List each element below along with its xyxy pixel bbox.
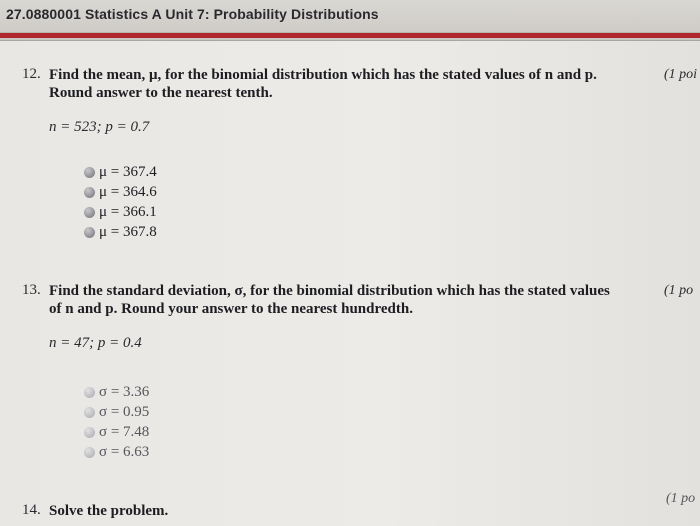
q13-option-b[interactable] <box>84 402 149 422</box>
option-label: σ = 0.95 <box>99 403 150 420</box>
question-13-options <box>84 382 149 462</box>
q13-option-c[interactable] <box>84 422 149 442</box>
q12-option-a[interactable] <box>84 162 157 182</box>
question-12-given: n = 523; p = 0.7 <box>49 119 150 135</box>
q12-option-d[interactable] <box>84 222 157 242</box>
question-14-text: Solve the problem. <box>49 503 169 519</box>
radio-button-icon[interactable] <box>84 387 95 398</box>
radio-button-icon[interactable] <box>84 187 95 198</box>
radio-button-icon[interactable] <box>84 207 95 218</box>
quiz-page <box>0 40 700 526</box>
radio-button-icon[interactable] <box>84 167 95 178</box>
option-label: μ = 364.6 <box>99 183 157 200</box>
option-label: σ = 7.48 <box>99 423 150 440</box>
q13-option-d[interactable] <box>84 442 149 462</box>
question-13-text-line1: Find the standard deviation, σ, for the binomial distribution which has the stated values <box>49 283 610 299</box>
q12-option-c[interactable] <box>84 202 157 222</box>
q13-option-a[interactable] <box>84 382 149 402</box>
question-13-number: 13. <box>22 282 41 298</box>
question-12-text-line2: Round answer to the nearest tenth. <box>49 85 273 101</box>
question-12-options <box>84 162 157 242</box>
question-14-number: 14. <box>22 502 41 518</box>
option-label: σ = 3.36 <box>99 383 150 400</box>
question-13-points: (1 po <box>664 283 694 298</box>
radio-button-icon[interactable] <box>84 447 95 458</box>
option-label: σ = 6.63 <box>99 443 150 460</box>
option-label: μ = 366.1 <box>99 203 157 220</box>
option-label: μ = 367.8 <box>99 223 157 240</box>
question-13-given: n = 47; p = 0.4 <box>49 335 142 351</box>
question-12-number: 12. <box>22 66 41 82</box>
radio-button-icon[interactable] <box>84 427 95 438</box>
course-title: 27.0880001 Statistics A Unit 7: Probability Distributions <box>6 6 379 22</box>
option-label: μ = 367.4 <box>99 163 157 180</box>
question-12-text-line1: Find the mean, μ, for the binomial distribution which has the stated values of n and p. <box>49 67 597 83</box>
accent-bar <box>0 33 700 38</box>
q12-option-b[interactable] <box>84 182 157 202</box>
question-13-text-line2: of n and p. Round your answer to the nearest hundredth. <box>49 301 413 317</box>
radio-button-icon[interactable] <box>84 227 95 238</box>
question-12-points: (1 poi <box>664 67 698 82</box>
radio-button-icon[interactable] <box>84 407 95 418</box>
header-bar <box>0 0 700 33</box>
question-14-points: (1 po <box>666 491 696 506</box>
